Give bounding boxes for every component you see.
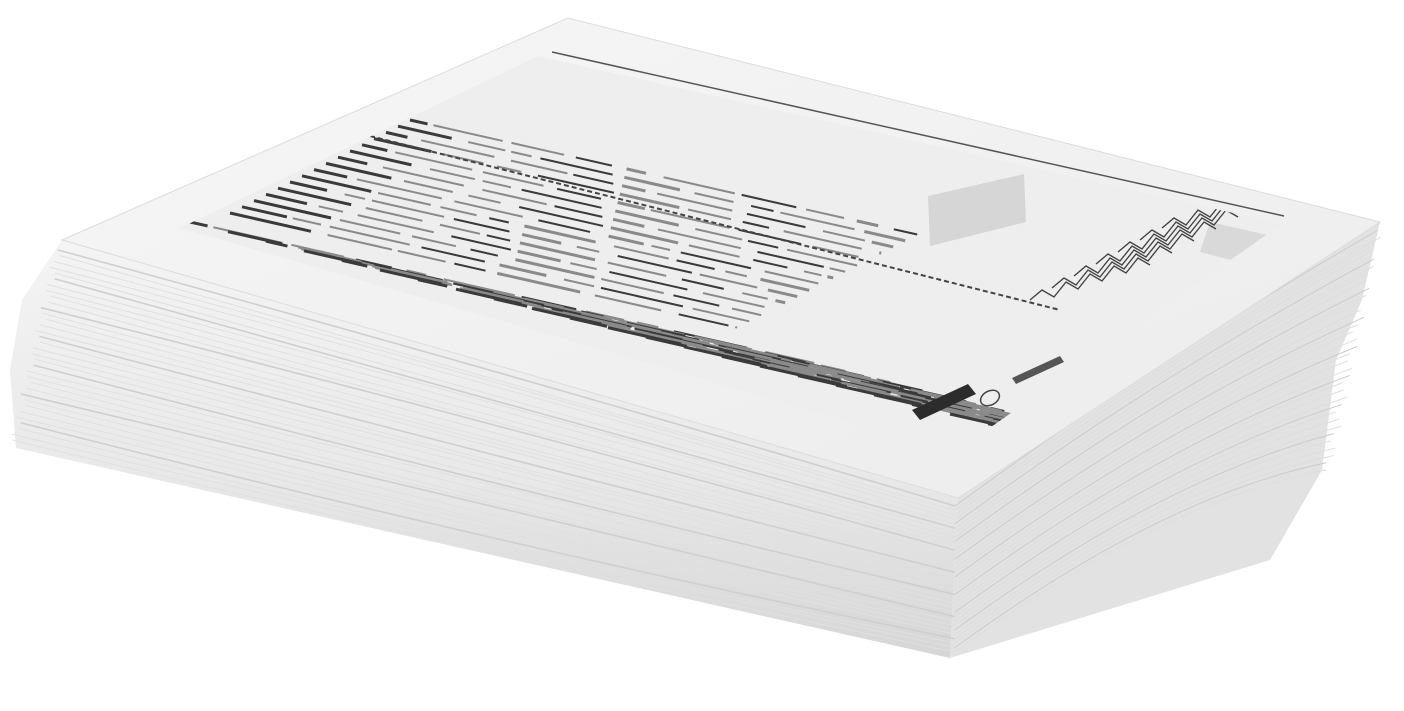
- form-text-stroke: [827, 277, 833, 278]
- form-text-stroke: [1374, 511, 1404, 525]
- form-text-stroke: [1388, 512, 1404, 518]
- form-text-stroke: [1315, 490, 1346, 497]
- form-text-stroke: [1355, 502, 1375, 507]
- form-text-stroke: [1360, 502, 1396, 510]
- form-text-stroke: [1360, 507, 1404, 524]
- form-text-stroke: [1331, 498, 1388, 511]
- form-text-stroke: [1328, 499, 1353, 505]
- form-text-stroke: [1308, 490, 1384, 507]
- form-text-stroke: [1335, 500, 1376, 509]
- form-text-stroke: [1382, 509, 1404, 525]
